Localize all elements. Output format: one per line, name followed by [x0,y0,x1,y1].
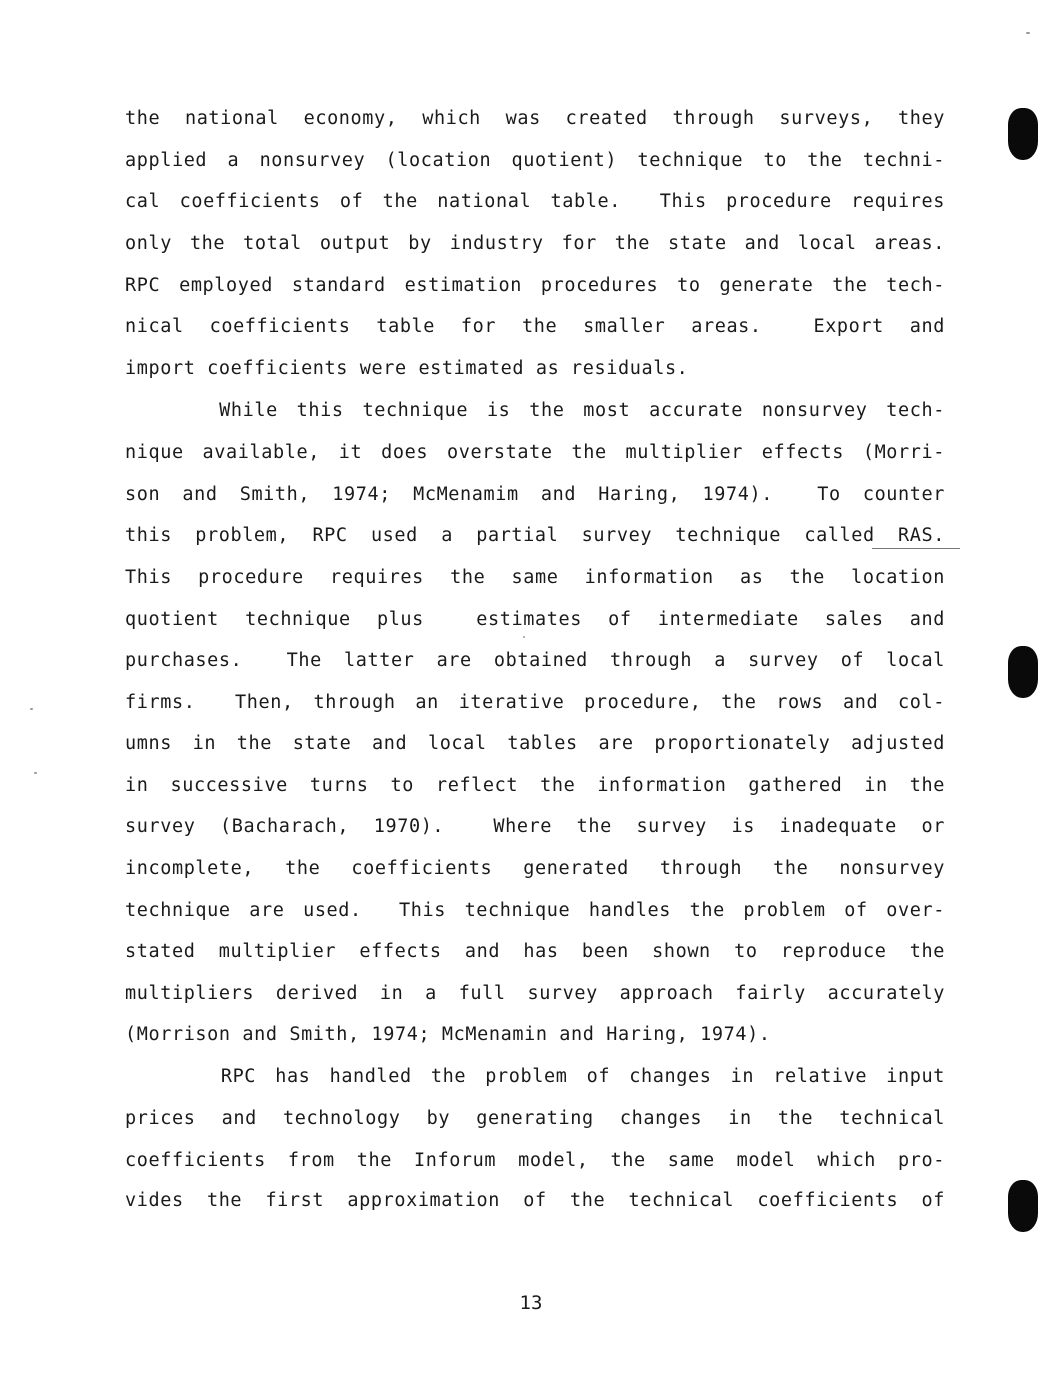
binder-hole-bottom-icon [1008,1180,1038,1232]
text-line: This procedure requires the same information as the location [125,567,945,588]
text-line: son and Smith, 1974; McMenamim and Haring, 1974). To counter [125,484,945,505]
text-line: While this technique is the most accurate nonsurvey tech- [125,400,945,421]
text-line: RPC employed standard estimation procedures to generate the tech- [125,275,945,296]
scan-speck [30,708,33,710]
text-line: this problem, RPC used a partial survey technique called RAS. [125,525,945,546]
text-line: coefficients from the Inforum model, the same model which pro- [125,1150,945,1171]
pen-underline-mark [872,548,960,549]
text-line: prices and technology by generating changes in the technical [125,1108,945,1129]
text-line: nical coefficients table for the smaller areas. Export and [125,316,945,337]
binder-hole-middle-icon [1008,646,1038,698]
text-line: technique are used. This technique handles the problem of over- [125,900,945,921]
text-line: firms. Then, through an iterative procedure, the rows and col- [125,692,945,713]
text-line: import coefficients were estimated as residuals. [125,358,689,379]
binder-hole-top-icon [1008,108,1038,160]
text-line: incomplete, the coefficients generated through the nonsurvey [125,858,945,879]
text-line: quotient technique plus estimates of intermediate sales and [125,609,945,630]
text-line: (Morrison and Smith, 1974; McMenamin and Haring, 1974). [125,1024,771,1045]
text-line: umns in the state and local tables are proportionately adjusted [125,733,945,754]
text-line: applied a nonsurvey (location quotient) technique to the techni- [125,150,945,171]
text-line: RPC has handled the problem of changes in relative input [125,1066,945,1087]
text-line: only the total output by industry for the state and local areas. [125,233,945,254]
text-line: cal coefficients of the national table. This procedure requires [125,191,945,212]
page-number: 13 [519,1292,543,1314]
text-line: survey (Bacharach, 1970). Where the survey is inadequate or [125,816,945,837]
scan-speck [523,636,525,638]
text-line: nique available, it does overstate the multiplier effects (Morri- [125,442,945,463]
text-line: the national economy, which was created through surveys, they [125,108,945,129]
text-line: in successive turns to reflect the information gathered in the [125,775,945,796]
text-line: purchases. The latter are obtained through a survey of local [125,650,945,671]
text-line: stated multiplier effects and has been shown to reproduce the [125,941,945,962]
text-line: vides the first approximation of the technical coefficients of [125,1190,945,1211]
text-line: multipliers derived in a full survey approach fairly accurately [125,983,945,1004]
scan-speck [1026,32,1030,34]
scan-speck [34,772,37,774]
